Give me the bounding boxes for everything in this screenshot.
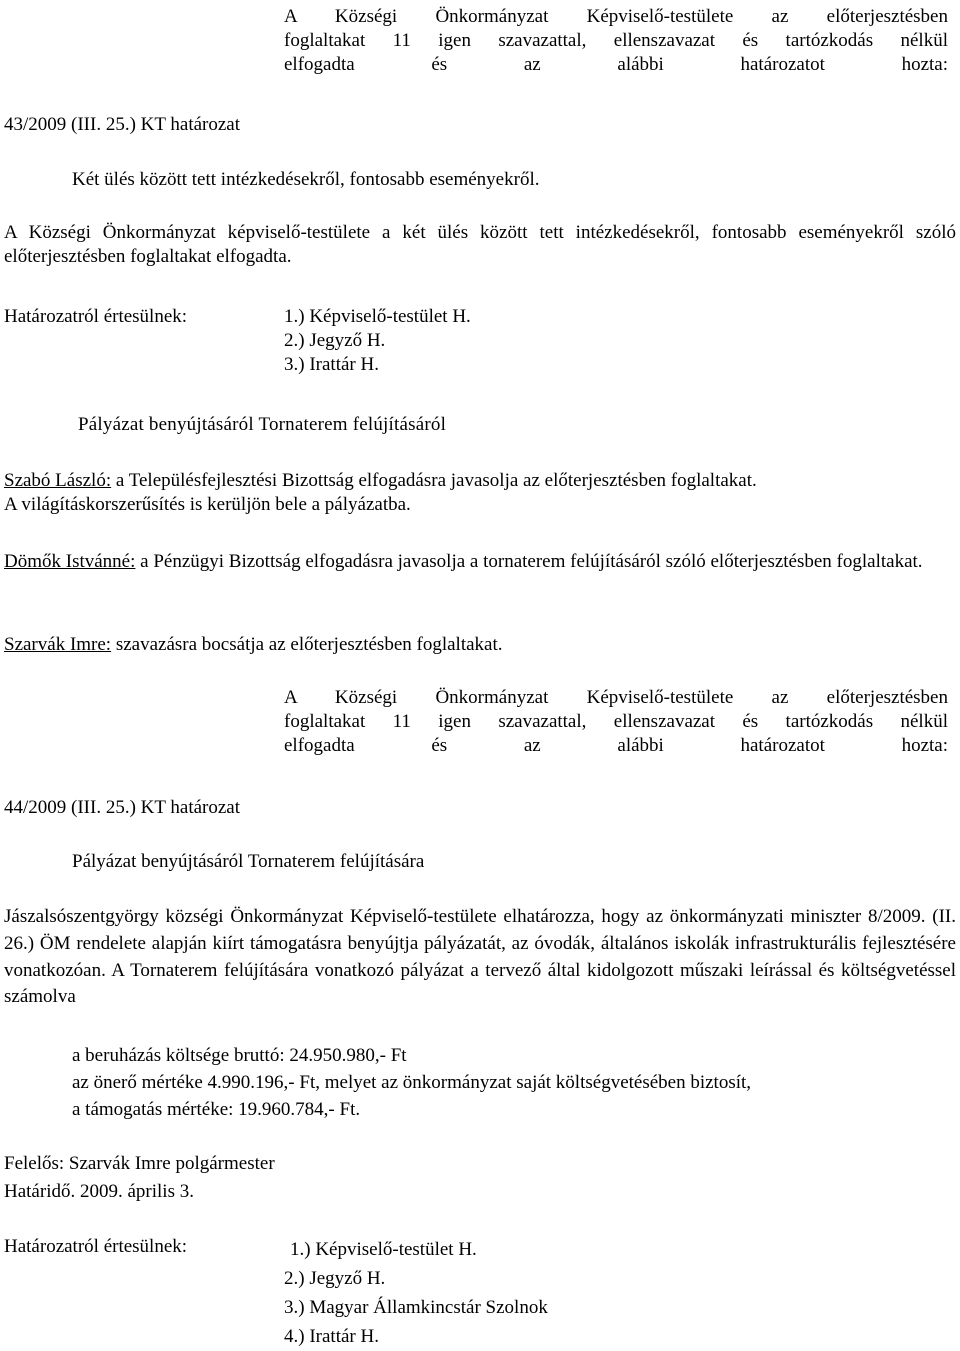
speaker-text: szavazásra bocsátja az előterjesztésben foglaltakat.: [111, 634, 503, 655]
intro-line: elfogadta és az alábbi határozatot hozta:: [284, 54, 948, 75]
resolution-2-title: Pályázat benyújtásáról Tornaterem felújítására: [72, 851, 425, 872]
resolution-2-body: Jászalsószentgyörgy községi Önkormányzat Képviselő-testülete elhatározza, hogy az önkormányzati miniszter 8/2009. (II. 26.) ÖM rendelete alapján kiírt támogatásra benyújtja pályázatát, az óvodák, általános iskolák infrastrukturális fejlesztésére vonatkozóan. A Tornaterem felújítására vonatkozó pályázat a tervező által kidolgozott műszaki leírással és költségvetéssel számolva: [4, 906, 956, 1008]
notify-item: 3.) Irattár H.: [284, 354, 379, 375]
resolution-2-intro: [284, 686, 948, 758]
speaker-text: a Pénzügyi Bizottság elfogadásra javasolja a tornaterem felújításáról szóló előterjesztésben foglaltakat.: [135, 551, 923, 572]
notify-item: 1.) Képviselő-testület H.: [290, 1239, 477, 1260]
speaker-text: a Településfejlesztési Bizottság elfogadásra javasolja az előterjesztésben foglaltakat.: [111, 470, 757, 491]
intro-line: foglaltakat 11 igen szavazattal, ellenszavazat és tartózkodás nélkül: [284, 30, 948, 51]
cost-item: az önerő mértéke 4.990.196,- Ft, melyet az önkormányzat saját költségvetésében biztosít,: [72, 1072, 752, 1093]
speaker-name: Dömők Istvánné:: [4, 551, 136, 572]
cost-item: a támogatás mértéke: 19.960.784,- Ft.: [72, 1099, 361, 1120]
speaker-entry: [4, 550, 956, 574]
notify-item: 4.) Irattár H.: [284, 1326, 379, 1347]
notify-list: [284, 1235, 548, 1351]
notify-label: Határozatról értesülnek:: [4, 306, 188, 327]
intro-line: foglaltakat 11 igen szavazattal, ellenszavazat és tartózkodás nélkül: [284, 711, 948, 732]
resolution-2-number: 44/2009 (III. 25.) KT határozat: [4, 797, 241, 818]
resolution-1-title: Két ülés között tett intézkedésekről, fontosabb eseményekről.: [72, 169, 540, 190]
speaker-entry: [4, 469, 956, 517]
resolution-2-items: [72, 1042, 751, 1123]
intro-line: A Községi Önkormányzat Képviselő-testülete az előterjesztésben: [284, 6, 948, 27]
speaker-entry: [4, 633, 956, 657]
notify-label: Határozatról értesülnek:: [4, 1236, 188, 1257]
responsible: Felelős: Szarvák Imre polgármester: [4, 1153, 275, 1174]
resolution-1-number: 43/2009 (III. 25.) KT határozat: [4, 114, 241, 135]
speaker-extra: A világításkorszerűsítés is kerüljön bele a pályázatba.: [4, 494, 411, 515]
intro-line: A Községi Önkormányzat Képviselő-testülete az előterjesztésben: [284, 687, 948, 708]
section-heading: Pályázat benyújtásáról Tornaterem felújításáról: [78, 414, 447, 435]
notify-item: 3.) Magyar Államkincstár Szolnok: [284, 1297, 548, 1318]
notify-item: 2.) Jegyző H.: [284, 1268, 386, 1289]
notify-item: 1.) Képviselő-testület H.: [284, 306, 471, 327]
resolution-1-intro: [284, 5, 948, 77]
resolution-1-body: A Községi Önkormányzat képviselő-testülete a két ülés között tett intézkedésekről, fontosabb eseményekről szóló előterjesztésben foglaltakat elfogadta.: [4, 222, 956, 267]
speaker-name: Szarvák Imre:: [4, 634, 112, 655]
notify-item: 2.) Jegyző H.: [284, 330, 386, 351]
notify-list: [284, 305, 471, 377]
cost-item: a beruházás költsége bruttó: 24.950.980,- Ft: [72, 1045, 407, 1066]
speaker-name: Szabó László:: [4, 470, 112, 491]
deadline: Határidő. 2009. április 3.: [4, 1181, 194, 1202]
intro-line: elfogadta és az alábbi határozatot hozta:: [284, 735, 948, 756]
